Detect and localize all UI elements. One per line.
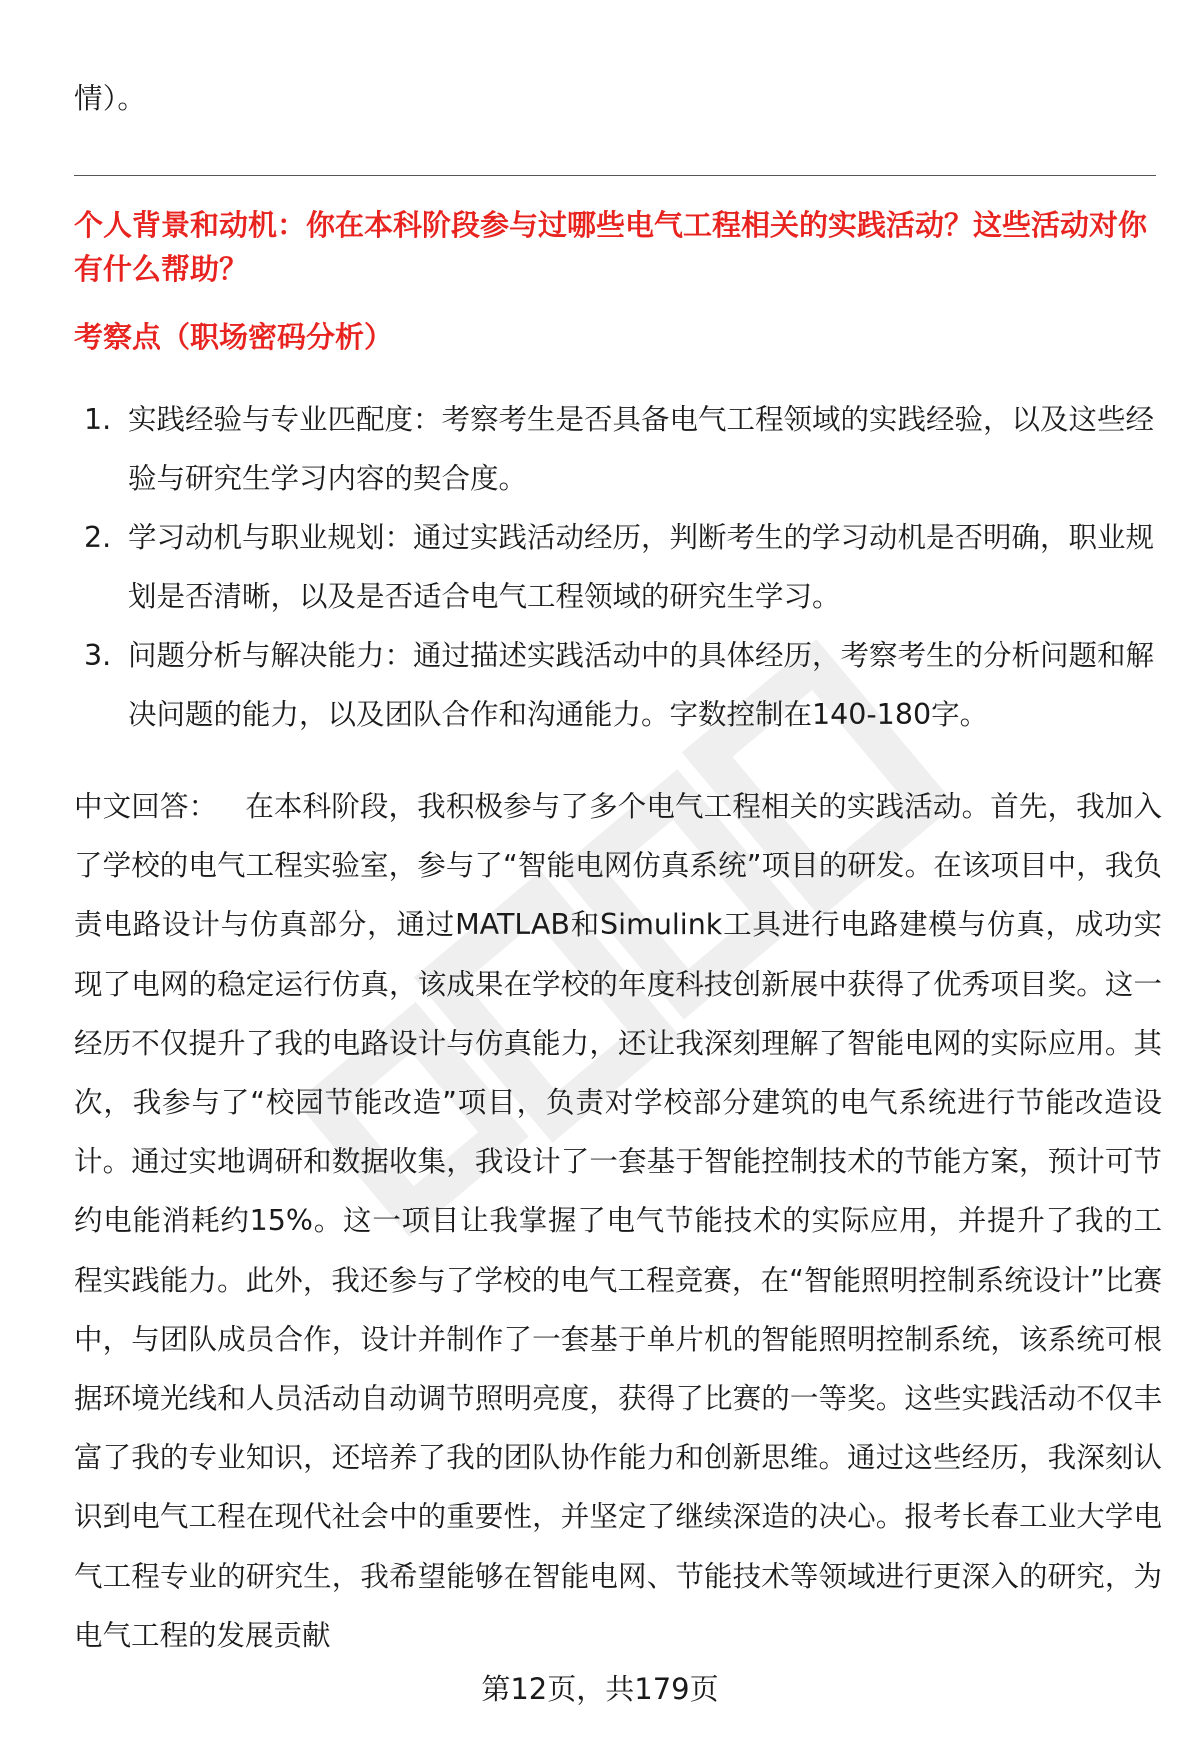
list-item [74,390,1160,508]
question-heading: 个人背景和动机：你在本科阶段参与过哪些电气工程相关的实践活动？这些活动对你有什么帮助？ [74,208,1148,286]
continuation-text: 情）。 [74,82,147,115]
list-item [74,508,1160,626]
section-divider [74,175,1156,176]
answer-text: 在本科阶段，我积极参与了多个电气工程相关的实践活动。首先，我加入了学校的电气工程实验室，参与了“智能电网仿真系统”项目的研发。在该项目中，我负责电路设计与仿真部分，通过MATLAB和Simulink工具进行电路建模与仿真，成功实现了电网的稳定运行仿真，该成果在学校的年度科技创新展中获得了优秀项目奖。这一经历不仅提升了我的电路设计与仿真能力，还让我深刻理解了智能电网的实际应用。其次，我参与了“校园节能改造”项目，负责对学校部分建筑的电气系统进行节能改造设计。通过实地调研和数据收集，我设计了一套基于智能控制技术的节能方案，预计可节约电能消耗约15%。这一项目让我掌握了电气节能技术的实际应用，并提升了我的工程实践能力。此外，我还参与了学校的电气工程竞赛，在“智能照明控制系统设计”比赛中，与团队成员合作，设计并制作了一套基于单片机的智能照明控制系统，该系统可根据环境光线和人员活动自动调节照明亮度，获得了比赛的一等奖。这些实践活动不仅丰富了我的专业知识，还培养了我的团队协作能力和创新思维。通过这些经历，我深刻认识到电气工程在现代社会中的重要性，并坚定了继续深造的决心。报考长春工业大学电气工程专业的研究生，我希望能够在智能电网、节能技术等领域进行更深入的研究，为电气工程的发展贡献 [74,790,1162,1652]
list-item [74,626,1160,744]
analysis-points-list [74,390,1160,744]
answer-label: 中文回答： [74,790,218,823]
list-item-number: 1. [84,403,112,436]
list-item-text: 学习动机与职业规划：通过实践活动经历，判断考生的学习动机是否明确，职业规划是否清晰，以及是否适合电气工程领域的研究生学习。 [128,521,1155,613]
page-number-footer: 第12页，共179页 [481,1672,719,1706]
list-item-number: 2. [84,521,112,554]
answer-paragraph [74,777,1162,1665]
list-item-number: 3. [84,639,112,672]
list-item-text: 问题分析与解决能力：通过描述实践活动中的具体经历，考察考生的分析问题和解决问题的能力，以及团队合作和沟通能力。字数控制在140-180字。 [128,639,1155,731]
analysis-heading: 考察点（职场密码分析） [74,320,394,354]
list-item-text: 实践经验与专业匹配度：考察考生是否具备电气工程领域的实践经验，以及这些经验与研究生学习内容的契合度。 [128,403,1155,495]
